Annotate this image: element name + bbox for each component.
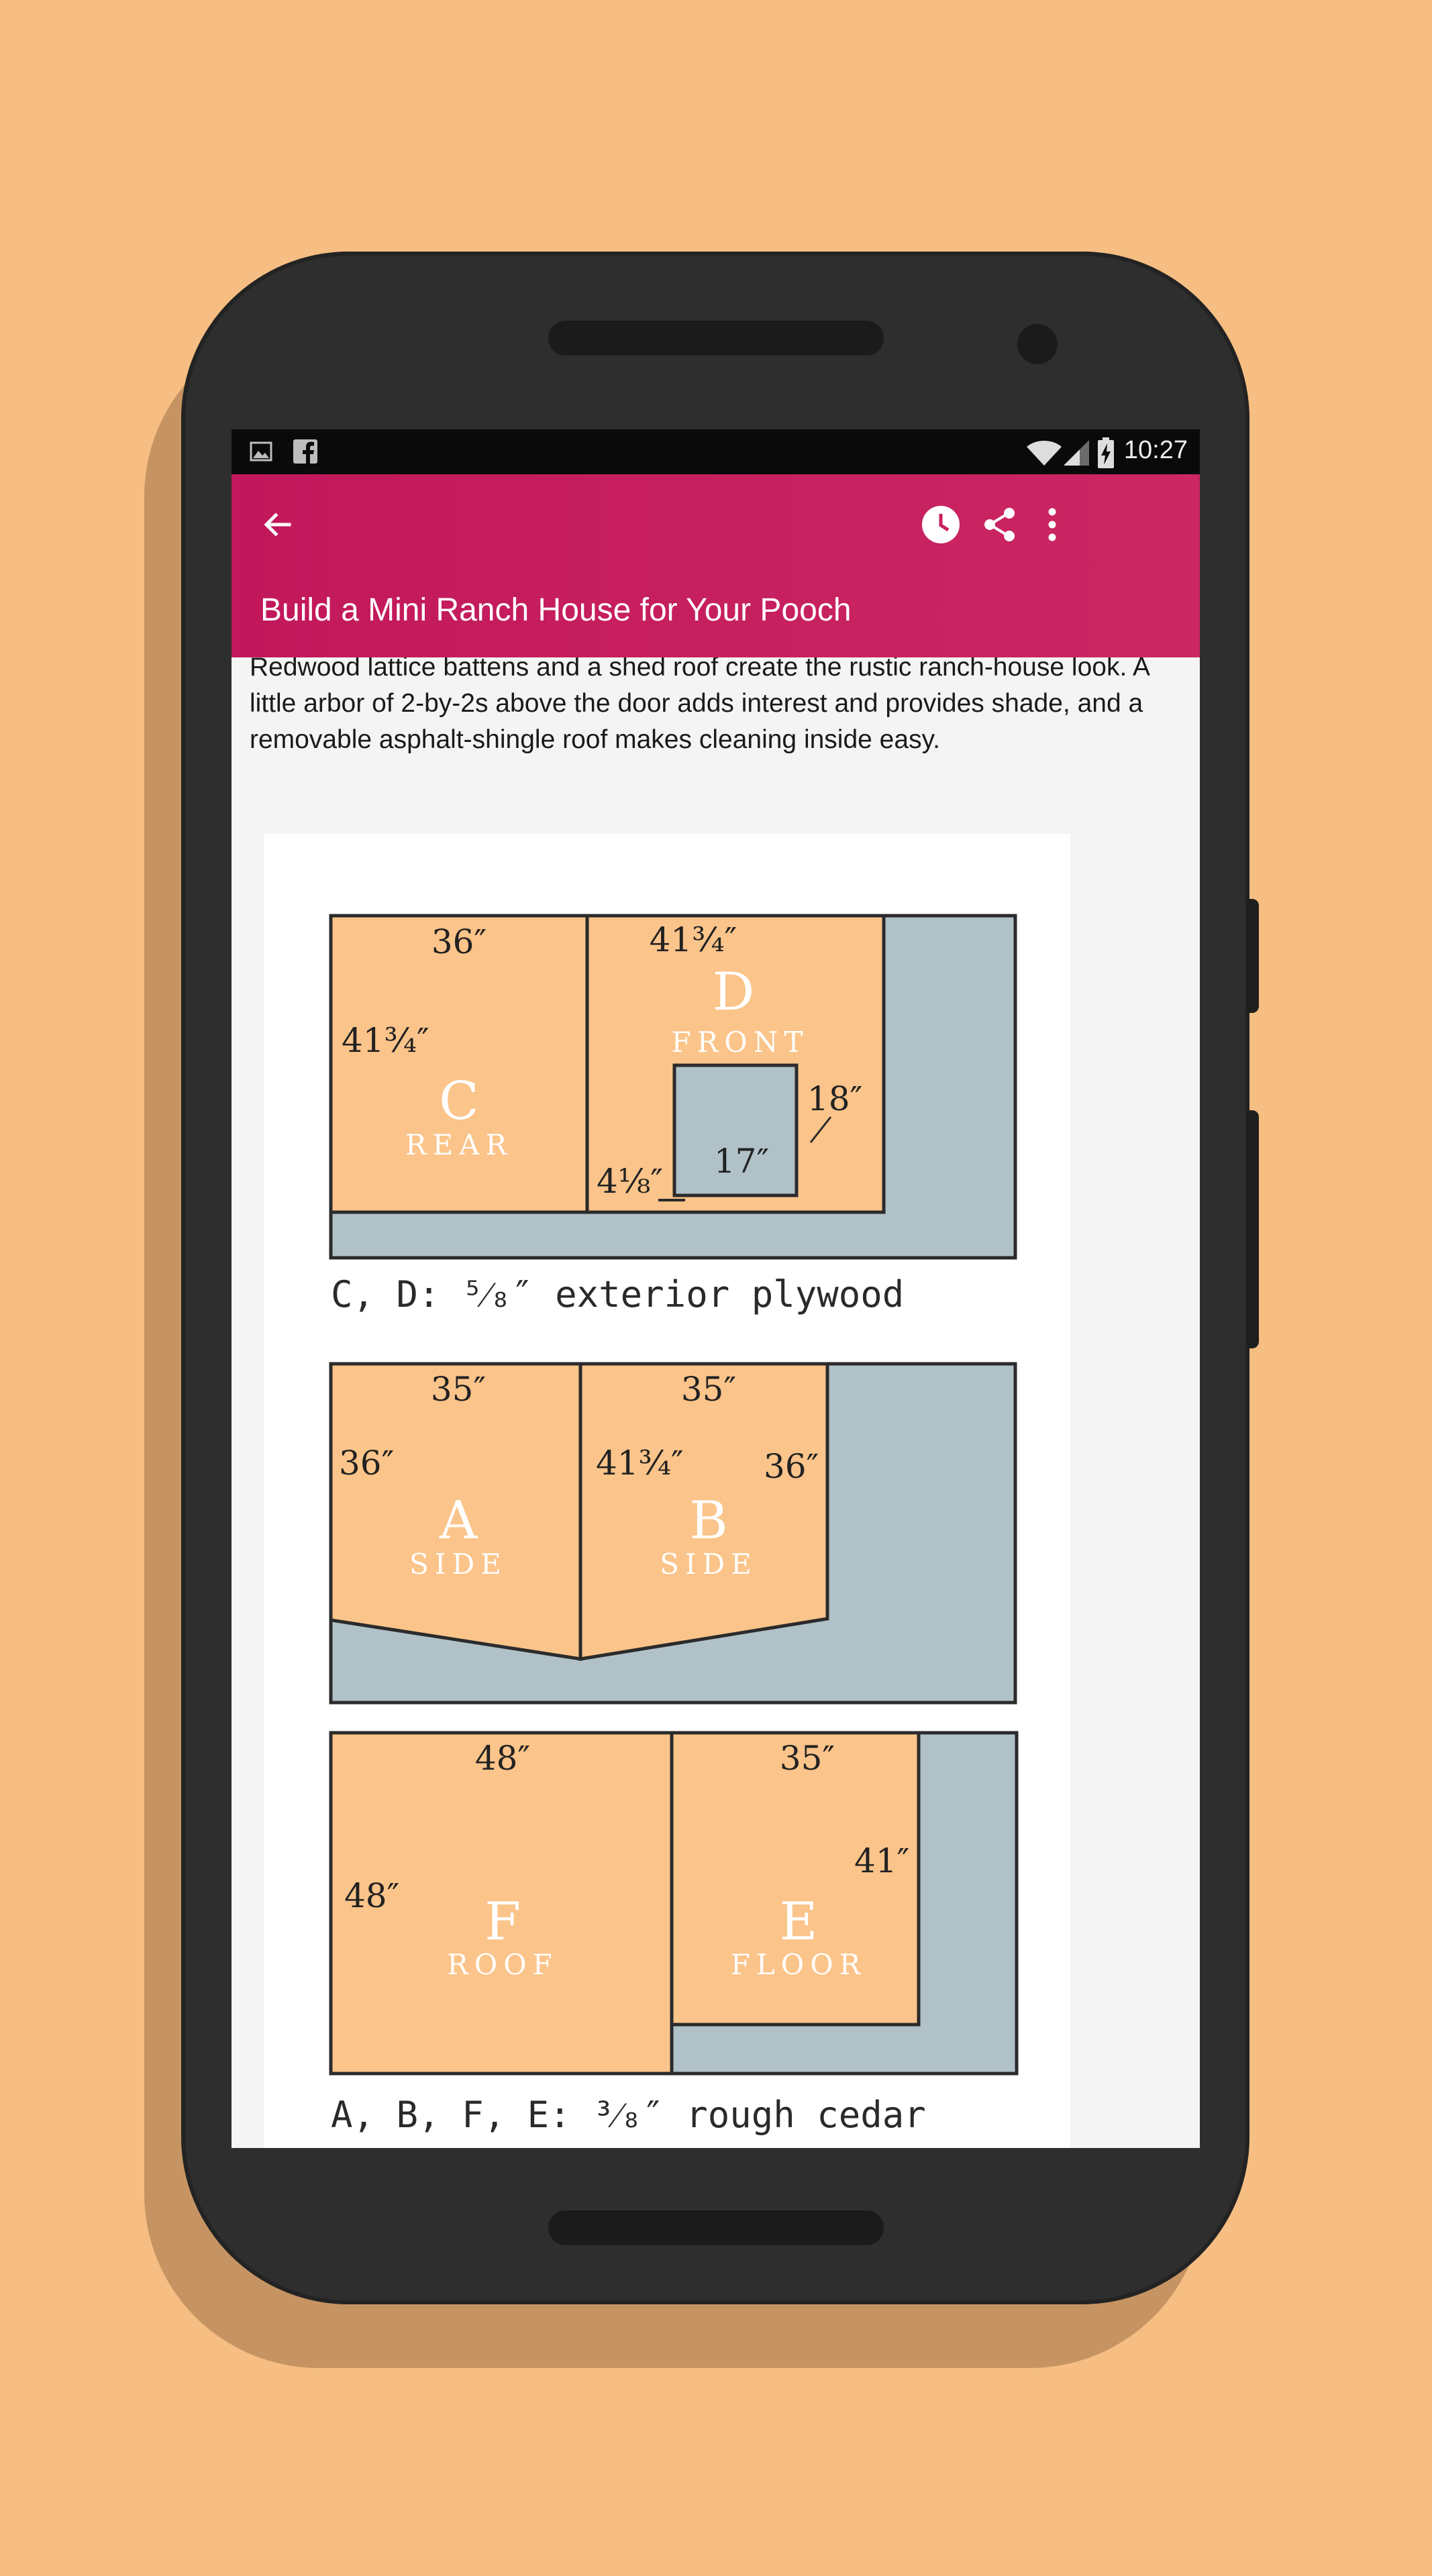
f-width-label: 48″ [474,1739,531,1778]
back-arrow-icon[interactable] [250,498,304,551]
earpiece-speaker [548,321,884,356]
sheet3-caption: A, B, F, E: ³⁄₈″ rough cedar [331,2094,926,2136]
power-button [1247,899,1259,1013]
a-letter: A [439,1491,478,1551]
clock-time: 10:27 [1123,436,1188,464]
article-body: Redwood lattice battens and a shed roof create the rustic ranch-house look. A little arbor of 2-by-2s above the door adds interest and provides shade, and a removable asphalt-shingle roof makes cleaning inside easy. [250,657,1149,754]
volume-button [1247,1110,1259,1348]
image-icon [250,441,272,465]
page-title: Build a Mini Ranch House for Your Pooch [260,592,852,628]
door-height-label: 18″ [807,1079,863,1118]
cutting-diagram [264,834,1070,2148]
history-clock-icon[interactable] [914,498,968,551]
facebook-icon [293,439,317,467]
door-width-label: 17″ [713,1142,770,1181]
b-width-label: 35″ [680,1370,737,1409]
app-bar [232,474,1200,657]
f-letter: F [484,1892,521,1952]
door-offset-label: 4¹⁄₈″ [597,1162,663,1201]
f-height-label: 48″ [344,1876,400,1915]
a-width-label: 35″ [430,1370,487,1409]
e-height-label: 41″ [854,1841,910,1880]
front-camera [1017,324,1058,364]
phone-screen [232,429,1200,2148]
d-width-label: 41³⁄₄″ [649,920,737,959]
d-name: FRONT [671,1026,809,1059]
more-vert-icon[interactable] [1025,498,1079,551]
status-bar [232,429,1200,474]
a-name: SIDE [409,1548,507,1580]
c-width-label: 36″ [431,922,487,961]
bottom-speaker [548,2210,884,2245]
e-letter: E [779,1892,818,1952]
signal-icon [1062,439,1090,470]
b-right-height-label: 36″ [764,1447,819,1486]
cutting-diagram-svg [264,834,1070,2148]
b-left-height-label: 41³⁄₄″ [596,1444,684,1483]
f-name: ROOF [447,1948,558,1981]
battery-charging-icon [1097,437,1115,472]
b-letter: B [689,1491,728,1551]
sheet1-caption: C, D: ⁵⁄₈″ exterior plywood [331,1273,905,1316]
c-name: REAR [405,1128,513,1161]
a-height-label: 36″ [339,1444,395,1483]
b-name: SIDE [660,1548,758,1580]
e-name: FLOOR [730,1948,867,1981]
d-letter: D [712,962,755,1022]
share-icon[interactable] [973,498,1027,551]
e-width-label: 35″ [779,1739,835,1778]
article-content[interactable] [232,657,1200,2148]
c-letter: C [439,1071,479,1132]
c-height-label: 41³⁄₄″ [342,1021,429,1060]
wifi-icon [1025,439,1063,470]
